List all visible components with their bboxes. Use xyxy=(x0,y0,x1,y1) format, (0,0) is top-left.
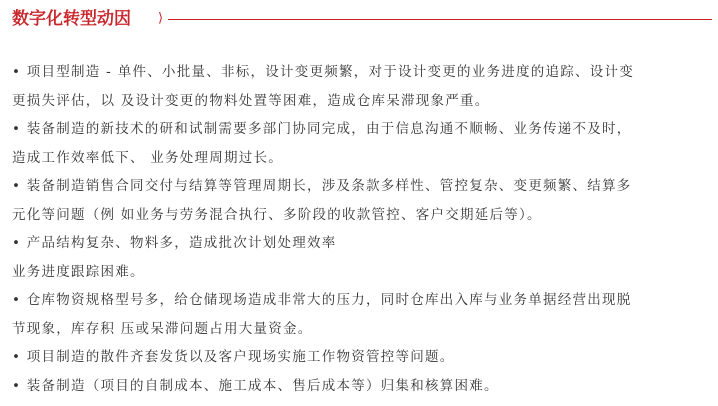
list-line: • 仓库物资规格型号多，给仓储现场造成非常大的压力，同时仓库出入库与业务单据经营出现脱 xyxy=(12,292,632,308)
reasons-list xyxy=(12,58,712,400)
title-divider xyxy=(168,19,712,20)
list-line: • 装备制造（项目的自制成本、施工成本、售后成本等）归集和核算困难。 xyxy=(12,377,499,394)
list-line: • 项目制造的散件齐套发货以及客户现场实施工作物资管控等问题。 xyxy=(12,349,455,365)
section-header xyxy=(12,6,712,32)
list-line: 造成工作效率低下、 业务处理周期过长。 xyxy=(12,149,284,166)
list-line: 元化等问题（例 如业务与劳务混合执行、多阶段的收款管控、客户交期延后等）。 xyxy=(12,206,542,223)
chevron-right-icon: ⟩ xyxy=(158,11,164,26)
list-line: 业务进度跟踪困难。 xyxy=(12,263,145,280)
list-line: • 产品结构复杂、物料多，造成批次计划处理效率 xyxy=(12,235,337,251)
list-line: • 装备制造销售合同交付与结算等管理周期长，涉及条款多样性、管控复杂、变更频繁、结算多 xyxy=(12,178,632,194)
list-line: • 装备制造的新技术的研和试制需要多部门协同完成，由于信息沟通不顺畅、业务传递不及时， xyxy=(12,121,632,137)
list-line: 节现象，库存积 压或呆滞问题占用大量资金。 xyxy=(12,320,313,337)
list-line: 更损失评估，以 及设计变更的物料处置等困难，造成仓库呆滞现象严重。 xyxy=(12,92,490,109)
section-title: 数字化转型动因 xyxy=(12,9,131,29)
list-line: • 项目型制造 - 单件、小批量、非标，设计变更频繁，对于设计变更的业务进度的追踪、设计变 xyxy=(12,64,634,80)
